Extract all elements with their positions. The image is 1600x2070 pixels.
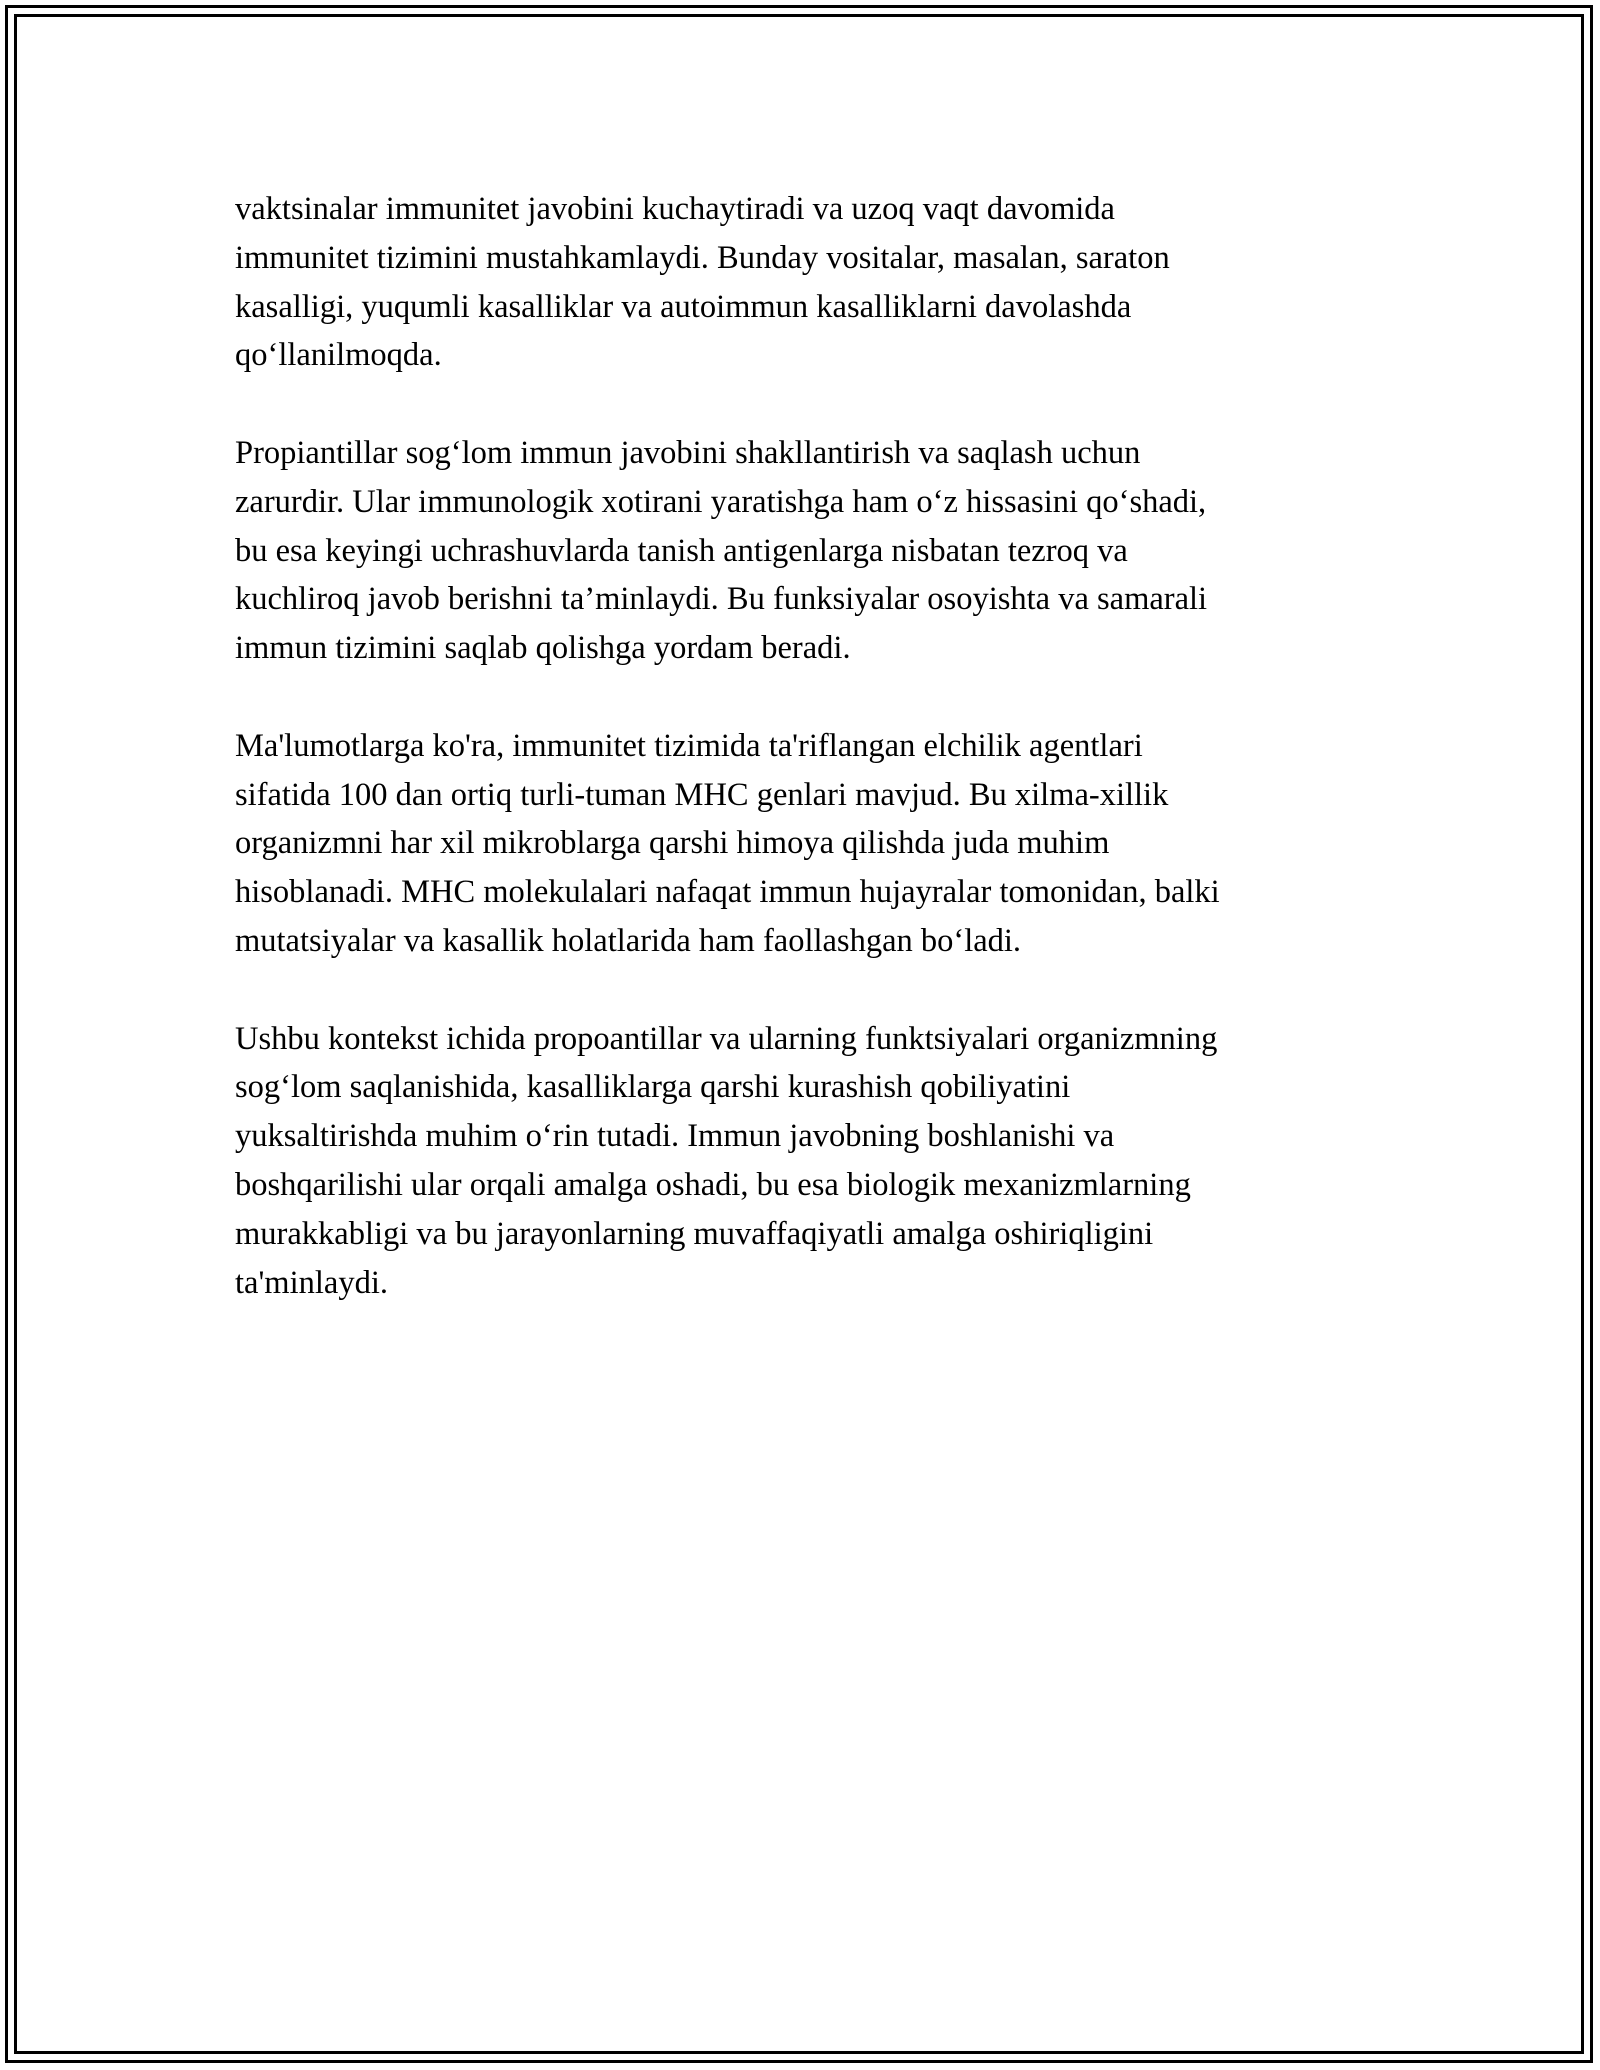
paragraph-context-summary: Ushbu kontekst ichida propoantillar va ularning funktsiyalari organizmning sog‘lom saqlanishida, kasalliklarga qarshi kurashish qobiliyatini yuksaltirishda muhim o‘rin tutadi. Immun javobning boshlanishi va boshqarilishi ular orqali amalga oshadi, bu esa biologik mexanizmlarning murakkabligi va bu jarayonlarning muvaffaqiyatli amalga oshiriqligini ta'minlaydi. bbox=[235, 1020, 1218, 1301]
paragraph-propiantillar: Propiantillar sog‘lom immun javobini shakllantirish va saqlash uchun zarurdir. Ular immunologik xotirani yaratishga ham o‘z hissasini qo‘shadi, bu esa keyingi uchrashuvlarda tanish antigenlarga nisbatan tezroq va kuchliroq javob berishni ta’minlaydi. Bu funksiyalar osoyishta va samarali immun tizimini saqlab qolishga yordam beradi. bbox=[235, 434, 1208, 667]
paragraph-mhc-genes: Ma'lumotlarga ko'ra, immunitet tizimida ta'riflangan elchilik agentlari sifatida 100 dan ortiq turli-tuman MHC genlari mavjud. Bu xilma-xillik organizmni har xil mikroblarga qarshi himoya qilishda juda muhim hisoblanadi. MHC molekulalari nafaqat immun hujayralar tomonidan, balki mutatsiyalar va kasallik holatlarida ham faollashgan bo‘ladi. bbox=[235, 727, 1220, 959]
paragraph-vaccines: vaktsinalar immunitet javobini kuchaytiradi va uzoq vaqt davomida immunitet tizimini mustahkamlaydi. Bunday vositalar, masalan, saraton kasalligi, yuqumli kasalliklar va autoimmun kasalliklarni davolashda qo‘llanilmoqda. bbox=[235, 191, 1170, 374]
document-body bbox=[235, 185, 1365, 1356]
